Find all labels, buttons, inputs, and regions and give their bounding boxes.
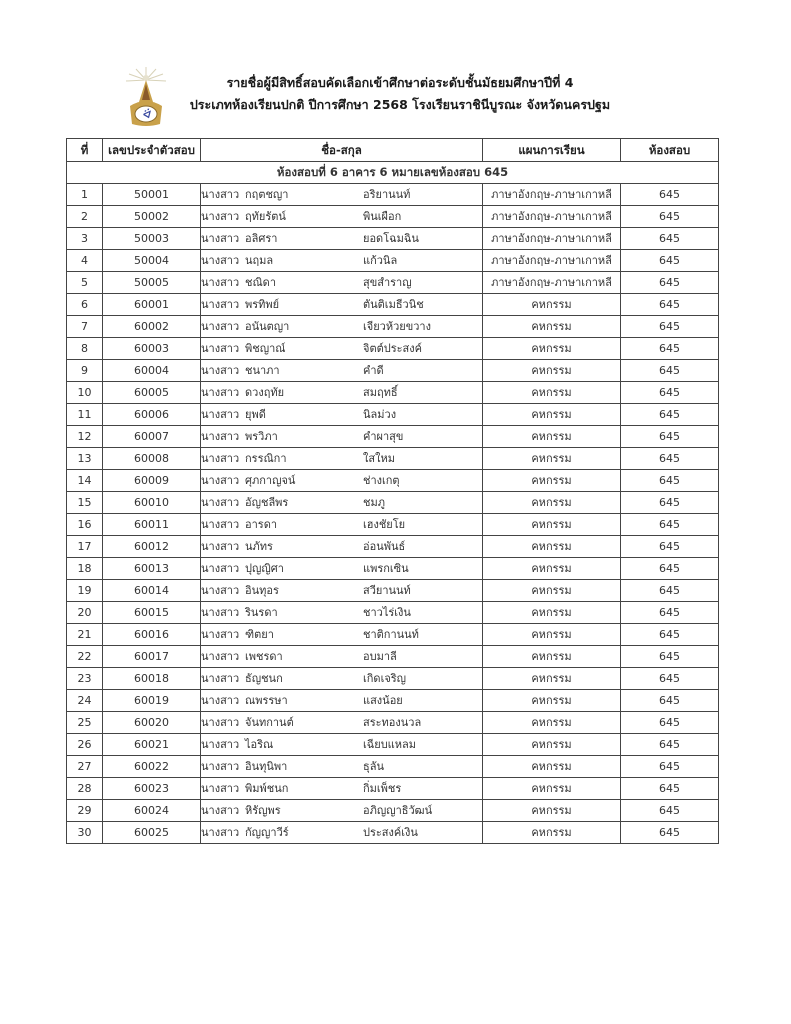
exam-room: 645 xyxy=(621,294,719,316)
first-name: พิชญาณ์ xyxy=(245,342,286,355)
last-name: คำดี xyxy=(363,364,384,377)
first-name: ฑิตยา xyxy=(245,628,274,641)
name-prefix: นางสาว xyxy=(201,408,240,421)
first-name: ยุพดี xyxy=(245,408,266,421)
exam-room: 645 xyxy=(621,822,719,844)
name-prefix: นางสาว xyxy=(201,650,240,663)
full-name xyxy=(201,492,483,514)
study-plan: คหกรรม xyxy=(483,316,621,338)
exam-room: 645 xyxy=(621,338,719,360)
row-number: 30 xyxy=(67,822,103,844)
exam-id: 50002 xyxy=(103,206,201,228)
table-row xyxy=(67,316,719,338)
table-row xyxy=(67,382,719,404)
last-name: ชาติกานนท์ xyxy=(363,628,419,641)
study-plan: คหกรรม xyxy=(483,668,621,690)
full-name xyxy=(201,778,483,800)
exam-room: 645 xyxy=(621,712,719,734)
full-name xyxy=(201,734,483,756)
row-number: 15 xyxy=(67,492,103,514)
exam-room: 645 xyxy=(621,536,719,558)
full-name xyxy=(201,382,483,404)
exam-room: 645 xyxy=(621,448,719,470)
table-row xyxy=(67,624,719,646)
table-row xyxy=(67,558,719,580)
table-row xyxy=(67,800,719,822)
table-row xyxy=(67,272,719,294)
exam-room: 645 xyxy=(621,316,719,338)
study-plan: ภาษาอังกฤษ-ภาษาเกาหลี xyxy=(483,206,621,228)
table-row xyxy=(67,470,719,492)
row-number: 19 xyxy=(67,580,103,602)
full-name xyxy=(201,602,483,624)
full-name xyxy=(201,470,483,492)
first-name: รินรดา xyxy=(245,606,278,619)
table-row xyxy=(67,822,719,844)
study-plan: คหกรรม xyxy=(483,800,621,822)
exam-room: 645 xyxy=(621,360,719,382)
last-name: อริยานนท์ xyxy=(363,188,411,201)
name-prefix: นางสาว xyxy=(201,210,240,223)
full-name xyxy=(201,646,483,668)
row-number: 6 xyxy=(67,294,103,316)
name-prefix: นางสาว xyxy=(201,694,240,707)
last-name: ตันติเมธีวนิช xyxy=(363,298,424,311)
first-name: พิมพ์ชนก xyxy=(245,782,289,795)
exam-id: 60003 xyxy=(103,338,201,360)
exam-room: 645 xyxy=(621,492,719,514)
study-plan: คหกรรม xyxy=(483,360,621,382)
row-number: 11 xyxy=(67,404,103,426)
full-name xyxy=(201,404,483,426)
exam-id: 60002 xyxy=(103,316,201,338)
last-name: เจียวห้วยขวาง xyxy=(363,320,431,333)
table-row xyxy=(67,646,719,668)
full-name xyxy=(201,536,483,558)
exam-room: 645 xyxy=(621,756,719,778)
exam-id: 60024 xyxy=(103,800,201,822)
row-number: 12 xyxy=(67,426,103,448)
full-name xyxy=(201,514,483,536)
study-plan: คหกรรม xyxy=(483,624,621,646)
table-row xyxy=(67,492,719,514)
study-plan: คหกรรม xyxy=(483,514,621,536)
name-prefix: นางสาว xyxy=(201,540,240,553)
exam-id: 60014 xyxy=(103,580,201,602)
last-name: เฉียบแหลม xyxy=(363,738,417,751)
full-name xyxy=(201,756,483,778)
study-plan: คหกรรม xyxy=(483,756,621,778)
last-name: อ่อนพันธ์ xyxy=(363,540,406,553)
document-title xyxy=(180,72,620,116)
last-name: จิตต์ประสงค์ xyxy=(363,342,422,355)
exam-id: 60001 xyxy=(103,294,201,316)
title-line-1: รายชื่อผู้มีสิทธิ์สอบคัดเลือกเข้าศึกษาต่อระดับชั้นมัธยมศึกษาปีที่ 4 xyxy=(226,75,574,90)
last-name: เกิดเจริญ xyxy=(363,672,407,685)
last-name: อบมาลี xyxy=(363,650,397,663)
study-plan: คหกรรม xyxy=(483,448,621,470)
exam-id: 50001 xyxy=(103,184,201,206)
exam-id: 60025 xyxy=(103,822,201,844)
study-plan: คหกรรม xyxy=(483,690,621,712)
name-prefix: นางสาว xyxy=(201,606,240,619)
table-row xyxy=(67,712,719,734)
exam-id: 60013 xyxy=(103,558,201,580)
last-name: เฮงชัยโย xyxy=(363,518,406,531)
first-name: ธัญชนก xyxy=(245,672,283,685)
first-name: อารดา xyxy=(245,518,278,531)
last-name: แพรกเซิน xyxy=(363,562,409,575)
name-prefix: นางสาว xyxy=(201,254,240,267)
exam-id: 60011 xyxy=(103,514,201,536)
column-header-exam-id: เลขประจำตัวสอบ xyxy=(103,139,201,162)
exam-room: 645 xyxy=(621,250,719,272)
row-number: 29 xyxy=(67,800,103,822)
exam-id: 60021 xyxy=(103,734,201,756)
svg-text:ᐛ: ᐛ xyxy=(142,110,150,121)
exam-id: 60007 xyxy=(103,426,201,448)
exam-room: 645 xyxy=(621,800,719,822)
table-row xyxy=(67,756,719,778)
first-name: กัญญาวีร์ xyxy=(245,826,289,839)
column-header-exam-room: ห้องสอบ xyxy=(621,139,719,162)
first-name: นฤมล xyxy=(245,254,274,267)
name-prefix: นางสาว xyxy=(201,386,240,399)
exam-room: 645 xyxy=(621,272,719,294)
last-name: สุขสำราญ xyxy=(363,276,412,289)
exam-id: 60016 xyxy=(103,624,201,646)
first-name: เพชรดา xyxy=(245,650,283,663)
full-name xyxy=(201,624,483,646)
row-number: 5 xyxy=(67,272,103,294)
last-name: พินเผือก xyxy=(363,210,402,223)
full-name xyxy=(201,272,483,294)
first-name: ชณิดา xyxy=(245,276,276,289)
name-prefix: นางสาว xyxy=(201,298,240,311)
row-number: 23 xyxy=(67,668,103,690)
name-prefix: นางสาว xyxy=(201,584,240,597)
title-line-2: ประเภทห้องเรียนปกติ ปีการศึกษา 2568 โรงเรียนราชินีบูรณะ จังหวัดนครปฐม xyxy=(189,97,611,112)
table-row xyxy=(67,668,719,690)
study-plan: คหกรรม xyxy=(483,382,621,404)
exam-id: 60023 xyxy=(103,778,201,800)
row-number: 1 xyxy=(67,184,103,206)
row-number: 25 xyxy=(67,712,103,734)
first-name: ฤทัยรัตน์ xyxy=(245,210,286,223)
first-name: พรทิพย์ xyxy=(245,298,280,311)
last-name: สมฤทธิ์ xyxy=(363,386,398,399)
name-prefix: นางสาว xyxy=(201,276,240,289)
table-row xyxy=(67,514,719,536)
name-prefix: นางสาว xyxy=(201,760,240,773)
row-number: 4 xyxy=(67,250,103,272)
group-header-row xyxy=(67,162,719,184)
full-name xyxy=(201,206,483,228)
row-number: 26 xyxy=(67,734,103,756)
first-name: ดวงฤทัย xyxy=(245,386,285,399)
study-plan: คหกรรม xyxy=(483,822,621,844)
exam-room: 645 xyxy=(621,690,719,712)
full-name xyxy=(201,338,483,360)
exam-id: 60017 xyxy=(103,646,201,668)
exam-id: 60012 xyxy=(103,536,201,558)
table-row xyxy=(67,602,719,624)
last-name: ชาวไร่เงิน xyxy=(363,606,411,619)
table-row xyxy=(67,426,719,448)
first-name: อัญชลีพร xyxy=(245,496,289,509)
exam-id: 50003 xyxy=(103,228,201,250)
table-row xyxy=(67,404,719,426)
column-header-no: ที่ xyxy=(67,139,103,162)
study-plan: คหกรรม xyxy=(483,426,621,448)
name-prefix: นางสาว xyxy=(201,562,240,575)
name-prefix: นางสาว xyxy=(201,474,240,487)
last-name: สระทองนวล xyxy=(363,716,422,729)
row-number: 9 xyxy=(67,360,103,382)
full-name xyxy=(201,360,483,382)
table-row xyxy=(67,734,719,756)
last-name: อภิญญาธิวัฒน์ xyxy=(363,804,433,817)
table-header-row xyxy=(67,139,719,162)
row-number: 22 xyxy=(67,646,103,668)
table-row xyxy=(67,580,719,602)
full-name xyxy=(201,690,483,712)
study-plan: คหกรรม xyxy=(483,712,621,734)
exam-id: 60018 xyxy=(103,668,201,690)
exam-id: 50005 xyxy=(103,272,201,294)
study-plan: คหกรรม xyxy=(483,602,621,624)
name-prefix: นางสาว xyxy=(201,628,240,641)
full-name xyxy=(201,822,483,844)
last-name: คำผาสุข xyxy=(363,430,404,443)
study-plan: ภาษาอังกฤษ-ภาษาเกาหลี xyxy=(483,184,621,206)
last-name: ยอดโฉมฉิน xyxy=(363,232,419,245)
table-row xyxy=(67,184,719,206)
study-plan: คหกรรม xyxy=(483,470,621,492)
exam-room: 645 xyxy=(621,602,719,624)
study-plan: ภาษาอังกฤษ-ภาษาเกาหลี xyxy=(483,250,621,272)
exam-room: 645 xyxy=(621,228,719,250)
full-name xyxy=(201,800,483,822)
exam-room: 645 xyxy=(621,514,719,536)
table-row xyxy=(67,250,719,272)
table-row xyxy=(67,778,719,800)
exam-id: 60020 xyxy=(103,712,201,734)
row-number: 8 xyxy=(67,338,103,360)
name-prefix: นางสาว xyxy=(201,188,240,201)
first-name: ไอริณ xyxy=(245,738,274,751)
exam-room-group-label: ห้องสอบที่ 6 อาคาร 6 หมายเลขห้องสอบ 645 xyxy=(67,162,719,184)
exam-room: 645 xyxy=(621,734,719,756)
first-name: พรวิภา xyxy=(245,430,278,443)
first-name: หิรัญพร xyxy=(245,804,281,817)
exam-room: 645 xyxy=(621,426,719,448)
study-plan: คหกรรม xyxy=(483,294,621,316)
name-prefix: นางสาว xyxy=(201,430,240,443)
name-prefix: นางสาว xyxy=(201,826,240,839)
name-prefix: นางสาว xyxy=(201,452,240,465)
first-name: อินทุอร xyxy=(245,584,279,597)
exam-room: 645 xyxy=(621,382,719,404)
row-number: 24 xyxy=(67,690,103,712)
first-name: อนันตญา xyxy=(245,320,290,333)
study-plan: คหกรรม xyxy=(483,558,621,580)
row-number: 16 xyxy=(67,514,103,536)
study-plan: คหกรรม xyxy=(483,580,621,602)
first-name: อินทุนิพา xyxy=(245,760,288,773)
table-row xyxy=(67,206,719,228)
name-prefix: นางสาว xyxy=(201,804,240,817)
first-name: อลิศรา xyxy=(245,232,278,245)
table-row xyxy=(67,536,719,558)
column-header-name: ชื่อ-สกุล xyxy=(201,139,483,162)
last-name: แก้วนิล xyxy=(363,254,398,267)
exam-room: 645 xyxy=(621,184,719,206)
name-prefix: นางสาว xyxy=(201,320,240,333)
full-name xyxy=(201,426,483,448)
exam-id: 60006 xyxy=(103,404,201,426)
last-name: ใสใหม xyxy=(363,452,395,465)
last-name: สวียานนท์ xyxy=(363,584,411,597)
study-plan: ภาษาอังกฤษ-ภาษาเกาหลี xyxy=(483,272,621,294)
name-prefix: นางสาว xyxy=(201,496,240,509)
table-row xyxy=(67,338,719,360)
full-name xyxy=(201,712,483,734)
exam-id: 60010 xyxy=(103,492,201,514)
full-name xyxy=(201,294,483,316)
first-name: กรรณิกา xyxy=(245,452,287,465)
full-name xyxy=(201,184,483,206)
exam-id: 60005 xyxy=(103,382,201,404)
row-number: 13 xyxy=(67,448,103,470)
row-number: 2 xyxy=(67,206,103,228)
full-name xyxy=(201,580,483,602)
exam-id: 60008 xyxy=(103,448,201,470)
exam-id: 60004 xyxy=(103,360,201,382)
row-number: 18 xyxy=(67,558,103,580)
first-name: ณพรรษา xyxy=(245,694,288,707)
last-name: ช่างเกตุ xyxy=(363,474,400,487)
name-prefix: นางสาว xyxy=(201,342,240,355)
full-name xyxy=(201,228,483,250)
row-number: 28 xyxy=(67,778,103,800)
full-name xyxy=(201,668,483,690)
study-plan: คหกรรม xyxy=(483,536,621,558)
full-name xyxy=(201,250,483,272)
name-prefix: นางสาว xyxy=(201,364,240,377)
last-name: ธุลัน xyxy=(363,760,384,773)
exam-room: 645 xyxy=(621,404,719,426)
exam-room: 645 xyxy=(621,558,719,580)
name-prefix: นางสาว xyxy=(201,738,240,751)
study-plan: คหกรรม xyxy=(483,492,621,514)
exam-room: 645 xyxy=(621,646,719,668)
last-name: แสงน้อย xyxy=(363,694,403,707)
first-name: ชนาภา xyxy=(245,364,280,377)
exam-room: 645 xyxy=(621,778,719,800)
table-row xyxy=(67,360,719,382)
exam-id: 60019 xyxy=(103,690,201,712)
row-number: 27 xyxy=(67,756,103,778)
row-number: 17 xyxy=(67,536,103,558)
column-header-study-plan: แผนการเรียน xyxy=(483,139,621,162)
row-number: 20 xyxy=(67,602,103,624)
first-name: กฤตชญา xyxy=(245,188,289,201)
name-prefix: นางสาว xyxy=(201,782,240,795)
first-name: นภัทร xyxy=(245,540,273,553)
first-name: จันทกานต์ xyxy=(245,716,294,729)
first-name: ศุภกาญจน์ xyxy=(245,474,296,487)
exam-id: 50004 xyxy=(103,250,201,272)
table-row xyxy=(67,294,719,316)
exam-room: 645 xyxy=(621,470,719,492)
study-plan: ภาษาอังกฤษ-ภาษาเกาหลี xyxy=(483,228,621,250)
study-plan: คหกรรม xyxy=(483,646,621,668)
exam-id: 60015 xyxy=(103,602,201,624)
exam-room: 645 xyxy=(621,580,719,602)
study-plan: คหกรรม xyxy=(483,338,621,360)
row-number: 14 xyxy=(67,470,103,492)
exam-room: 645 xyxy=(621,206,719,228)
first-name: ปุญญิศา xyxy=(245,562,284,575)
last-name: นิลม่วง xyxy=(363,408,397,421)
table-row xyxy=(67,448,719,470)
name-prefix: นางสาว xyxy=(201,672,240,685)
exam-id: 60009 xyxy=(103,470,201,492)
name-prefix: นางสาว xyxy=(201,232,240,245)
row-number: 10 xyxy=(67,382,103,404)
full-name xyxy=(201,558,483,580)
row-number: 3 xyxy=(67,228,103,250)
study-plan: คหกรรม xyxy=(483,404,621,426)
name-prefix: นางสาว xyxy=(201,518,240,531)
school-emblem-icon xyxy=(122,66,170,128)
table-row xyxy=(67,690,719,712)
full-name xyxy=(201,316,483,338)
exam-id: 60022 xyxy=(103,756,201,778)
applicant-table xyxy=(66,138,719,844)
last-name: ประสงค์เงิน xyxy=(363,826,418,839)
study-plan: คหกรรม xyxy=(483,778,621,800)
table-row xyxy=(67,228,719,250)
last-name: ชมภู xyxy=(363,496,385,509)
exam-room: 645 xyxy=(621,624,719,646)
name-prefix: นางสาว xyxy=(201,716,240,729)
study-plan: คหกรรม xyxy=(483,734,621,756)
row-number: 21 xyxy=(67,624,103,646)
last-name: กิ่มเพ็ชร xyxy=(363,782,402,795)
row-number: 7 xyxy=(67,316,103,338)
full-name xyxy=(201,448,483,470)
exam-room: 645 xyxy=(621,668,719,690)
